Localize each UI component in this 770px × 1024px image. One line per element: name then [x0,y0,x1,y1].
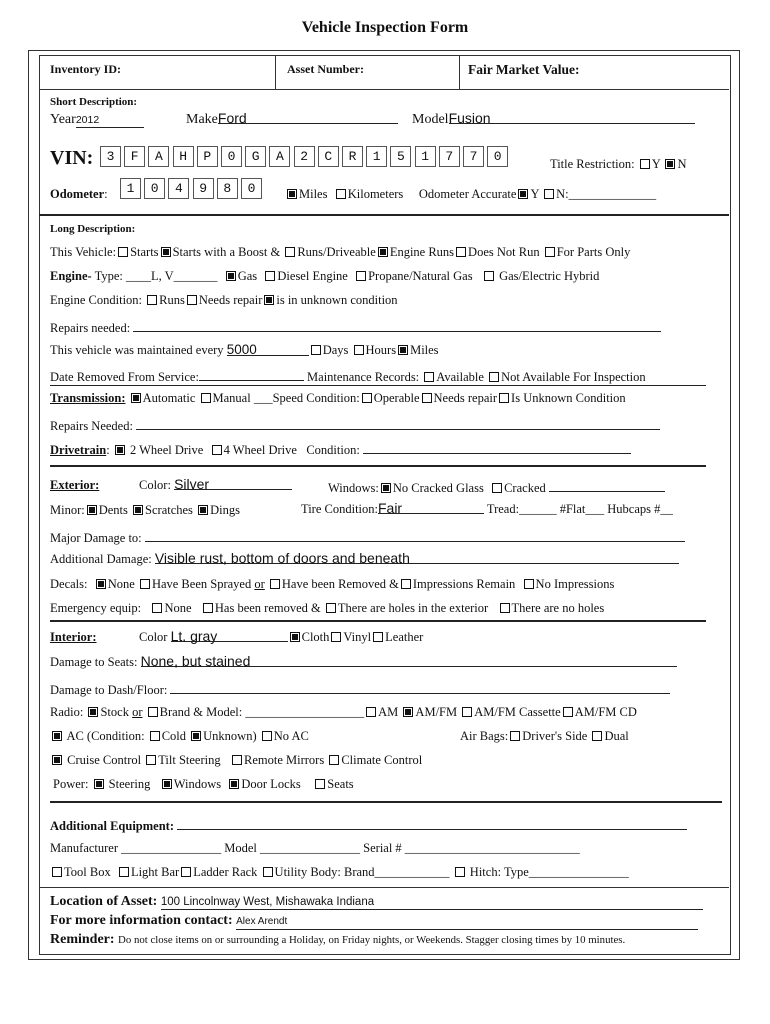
exterior-row [50,478,99,493]
section-divider-long-description [39,214,729,216]
no-impressions-label: No Impressions [535,577,615,591]
airbags-label: Air Bags: [460,729,509,743]
hitch-checkbox[interactable] [455,867,465,877]
vinyl-label: Vinyl [343,630,372,644]
major-damage-row [50,528,685,546]
leather-label: Leather [385,630,424,644]
em-none-checkbox[interactable] [152,603,162,613]
light-bar-label: Light Bar [130,865,180,879]
stock-label: Stock [100,705,129,719]
does-not-run-checkbox[interactable] [456,247,466,257]
radio-row [50,705,637,720]
transmission-row [50,391,626,406]
starts-boost-checkbox[interactable] [161,247,171,257]
power-windows-label: Windows [173,777,222,791]
date-removed-row [50,367,706,386]
reminder-row [50,932,625,948]
sprayed-checkbox[interactable] [140,579,150,589]
remote-mirrors-label: Remote Mirrors [244,753,325,767]
title-restriction-y-checkbox[interactable] [640,159,650,169]
fair-market-value-label: Fair Market Value: [468,62,580,77]
no-cracked-label: No Cracked Glass [392,481,484,495]
door-locks-checkbox[interactable] [229,779,239,789]
automatic-checkbox[interactable] [131,393,141,403]
scratches-checkbox[interactable] [133,505,143,515]
tilt-checkbox[interactable] [146,755,156,765]
starts-label: Starts [130,245,159,259]
section-divider-footer [39,887,729,888]
seats-damage-row [50,653,677,670]
dash-damage-row [50,680,670,698]
holes-label: There are holes in the exterior [337,601,489,615]
engine-type-text: Type: ____L, V_______ [91,269,218,283]
runs-driveable-label: Runs/Driveable [297,245,376,259]
seats-damage-label: Damage to Seats: [50,655,138,669]
speed-condition-label: ___Speed Condition: [253,391,360,405]
vin-char-box[interactable]: 7 [439,146,460,167]
dual-label: Dual [604,729,629,743]
drivetrain-label: Drivetrain [50,443,107,457]
trans-needs-repair-label: Needs repair [433,391,498,405]
dents-checkbox[interactable] [87,505,97,515]
cold-label: Cold [161,729,187,743]
location-value: 100 Lincolnway West, Mishawaka Indiana [161,896,703,910]
section-divider-exterior [50,465,706,467]
utility-body-checkbox[interactable] [263,867,273,877]
repairs-needed-input[interactable] [133,318,661,332]
needs-repair-label: Needs repair [198,293,263,307]
cracked-label: Cracked [504,481,546,495]
no-cracked-checkbox[interactable] [381,483,391,493]
additional-damage-value: Visible rust, bottom of doors and beneath [155,550,679,564]
odometer-label: Odometer: [50,187,108,201]
for-parts-checkbox[interactable] [545,247,555,257]
section-divider-equipment [50,801,722,803]
available-checkbox[interactable] [424,372,434,382]
title-restriction-n-label: N [677,157,687,171]
model-value: Fusion [449,110,695,124]
interior-color-field [139,628,423,645]
vin-char-box[interactable]: P [197,146,218,167]
contact-label: For more information contact: [50,913,233,928]
date-removed-input[interactable] [199,367,304,381]
two-wheel-label: 2 Wheel Drive [129,443,204,457]
major-damage-input[interactable] [145,528,685,542]
runs-checkbox[interactable] [147,295,157,305]
am-fm-checkbox[interactable] [403,707,413,717]
ac-checkbox[interactable] [52,731,62,741]
maintained-value: 5000 [227,342,309,356]
exterior-color-label: Color: [139,478,171,492]
inventory-id-label: Inventory ID: [50,62,121,76]
title-restriction [550,157,686,172]
dual-checkbox[interactable] [592,731,602,741]
power-row [53,777,354,792]
decals-none-label: None [107,577,135,591]
odometer-digit-box[interactable]: 0 [144,178,165,199]
operable-checkbox[interactable] [362,393,372,403]
location-label: Location of Asset: [50,894,158,909]
engine-type-label: Engine- [50,269,92,283]
drivetrain-condition-input[interactable] [363,440,631,454]
am-fm-cd-checkbox[interactable] [563,707,573,717]
cracked-checkbox[interactable] [492,483,502,493]
manual-label: Manual [212,391,251,405]
tilt-label: Tilt Steering [158,753,221,767]
model-label: Model [412,112,449,127]
drivers-side-label: Driver's Side [522,729,588,743]
brand-model-label: Brand & Model: ___________________ [159,705,365,719]
vin-char-box[interactable]: H [173,146,194,167]
sprayed-label: Have Been Sprayed [151,577,252,591]
no-holes-label: There are no holes [511,601,605,615]
make-value: Ford [218,110,398,124]
not-available-label: Not Available For Inspection [501,370,646,384]
vin-char-box[interactable]: C [318,146,339,167]
engine-type-row [50,269,599,284]
title-restriction-n-checkbox[interactable] [665,159,675,169]
interior-header [50,630,97,645]
header-col-divider-2 [459,55,460,89]
ladder-rack-checkbox[interactable] [181,867,191,877]
trans-unknown-checkbox[interactable] [499,393,509,403]
kilometers-checkbox[interactable] [336,189,346,199]
page-title: Vehicle Inspection Form [301,19,469,36]
no-holes-checkbox[interactable] [500,603,510,613]
diesel-checkbox[interactable] [265,271,275,281]
maint-miles-label: Miles [410,343,439,357]
four-wheel-checkbox[interactable] [212,445,222,455]
additional-damage-row [50,550,679,567]
tool-box-label: Tool Box [64,865,111,879]
minor-row [50,503,240,518]
cruise-checkbox[interactable] [52,755,62,765]
this-vehicle-label: This Vehicle: [50,245,117,259]
ac-row [50,729,309,744]
hitch-label: Hitch: Type________________ [469,865,629,879]
power-seats-checkbox[interactable] [315,779,325,789]
odometer-digit-box[interactable]: 0 [241,178,262,199]
propane-checkbox[interactable] [356,271,366,281]
four-wheel-label: 4 Wheel Drive [223,443,297,457]
steering-checkbox[interactable] [94,779,104,789]
year-field[interactable] [50,112,144,128]
dings-label: Dings [210,503,240,517]
windows-field [328,478,665,496]
light-bar-checkbox[interactable] [119,867,129,877]
needs-repair-checkbox[interactable] [187,295,197,305]
radio-label: Radio: [50,705,84,719]
ac-unknown-label: Unknown) [203,729,257,743]
steering-label: Steering [108,777,151,791]
maintenance-records-label: Maintenance Records: [307,370,420,384]
emergency-label: Emergency equip: [50,601,142,615]
equipment-options-row [50,865,629,880]
impressions-label: Impressions Remain [412,577,516,591]
scratches-label: Scratches [145,503,193,517]
cruise-label: Cruise Control [67,753,142,767]
dents-label: Dents [98,503,128,517]
two-wheel-checkbox[interactable] [115,445,125,455]
vin-char-box[interactable]: 1 [415,146,436,167]
brand-model-checkbox[interactable] [148,707,158,717]
cracked-input[interactable] [549,478,665,492]
cold-checkbox[interactable] [150,731,160,741]
em-removed-checkbox[interactable] [203,603,213,613]
days-label: Days [322,343,349,357]
am-label: AM [378,705,399,719]
reminder-text: Do not close items on or surrounding a Holiday, on Friday nights, or Weekends. Stagger closing times by 10 minutes. [118,934,626,946]
trans-needs-repair-checkbox[interactable] [422,393,432,403]
vin-char-box[interactable]: 7 [463,146,484,167]
maintained-label: This vehicle was maintained every [50,343,224,357]
vin-char-box[interactable]: 3 [100,146,121,167]
climate-checkbox[interactable] [329,755,339,765]
odometer-digit-box[interactable]: 1 [120,178,141,199]
emergency-row [50,601,604,616]
trans-repairs-row [50,416,660,434]
year-value: 2012 [76,114,144,128]
not-available-checkbox[interactable] [489,372,499,382]
additional-equipment-label: Additional Equipment: [50,819,174,833]
options-row [50,753,422,768]
engine-condition-label: Engine Condition: [50,293,143,307]
automatic-label: Automatic [142,391,196,405]
impressions-checkbox[interactable] [401,579,411,589]
odometer-accurate-y-checkbox[interactable] [518,189,528,199]
power-label: Power: [53,777,89,791]
additional-equipment-input[interactable] [177,816,687,830]
trans-repairs-label: Repairs Needed: [50,419,133,433]
vin-char-box[interactable]: 0 [487,146,508,167]
tire-condition-label: Tire Condition: [301,502,378,516]
vin-char-box[interactable]: 1 [366,146,387,167]
minor-label: Minor: [50,503,85,517]
am-fm-cd-label: AM/FM CD [574,705,637,719]
vin-char-box[interactable]: A [269,146,290,167]
gas-checkbox[interactable] [226,271,236,281]
ac-label: AC (Condition: [66,729,145,743]
em-none-label: None [164,601,192,615]
tread-label: Tread:______ #Flat___ Hubcaps #__ [486,502,673,516]
trans-unknown-label: Is Unknown Condition [511,391,626,405]
tire-condition-field[interactable] [301,500,673,517]
vin-char-box[interactable]: R [342,146,363,167]
make-label: Make [186,112,218,127]
remote-mirrors-checkbox[interactable] [232,755,242,765]
removed-label: Have been Removed & [281,577,399,591]
no-impressions-checkbox[interactable] [524,579,534,589]
unknown-condition-checkbox[interactable] [264,295,274,305]
short-description-label: Short Description: [50,96,138,108]
gas-label: Gas [237,269,258,283]
miles-label: Miles [299,187,328,201]
days-checkbox[interactable] [311,345,321,355]
odometer-units [285,187,656,202]
leather-checkbox[interactable] [373,632,383,642]
maint-miles-checkbox[interactable] [398,345,408,355]
cloth-checkbox[interactable] [290,632,300,642]
major-damage-label: Major Damage to: [50,531,142,545]
long-description-label: Long Description: [50,223,136,235]
am-fm-cassette-label: AM/FM Cassette [474,705,561,719]
additional-damage-label: Additional Damage: [50,552,152,566]
repairs-needed-label: Repairs needed: [50,321,131,335]
odometer-digit-box[interactable]: 4 [168,178,189,199]
manufacturer-row: Manufacturer ________________ Model ________________ Serial # ____________________________ [50,841,580,855]
em-removed-label: Has been removed & [214,601,321,615]
title-restriction-y-label: Y [651,157,661,171]
hybrid-label: Gas/Electric Hybrid [499,269,600,283]
manual-checkbox[interactable] [201,393,211,403]
exterior-color-value: Silver [174,476,292,490]
drivetrain-row: Drivetrain: 2 Wheel Drive 4 Wheel Drive Condition: [50,440,631,458]
decals-or: or [254,577,265,591]
vinyl-checkbox[interactable] [331,632,341,642]
propane-label: Propane/Natural Gas [368,269,473,283]
operable-label: Operable [373,391,420,405]
climate-label: Climate Control [341,753,423,767]
tire-condition-value: Fair [378,500,484,514]
title-restriction-label: Title Restriction: [550,157,635,171]
date-removed-label: Date Removed From Service: [50,370,199,384]
make-field[interactable] [186,110,398,128]
header-col-divider-1 [275,55,276,89]
no-ac-checkbox[interactable] [262,731,272,741]
does-not-run-label: Does Not Run [468,245,540,259]
drivetrain-condition-label: Condition: [306,443,360,457]
available-label: Available [436,370,484,384]
vin-char-box[interactable]: 5 [390,146,411,167]
vin-char-box[interactable]: G [245,146,266,167]
cloth-label: Cloth [301,630,330,644]
contact-row [50,913,698,930]
transmission-label: Transmission: [50,391,126,405]
decals-none-checkbox[interactable] [96,579,106,589]
hours-checkbox[interactable] [354,345,364,355]
no-ac-label: No AC [273,729,309,743]
odometer-accurate-y-label: Y [530,187,540,201]
model-field[interactable] [412,110,695,128]
maintained-row [50,342,439,358]
drivers-side-checkbox[interactable] [510,731,520,741]
vin-char-box[interactable]: F [124,146,145,167]
dash-damage-input[interactable] [170,680,670,694]
tool-box-checkbox[interactable] [52,867,62,877]
odometer-accurate-n-checkbox[interactable] [544,189,554,199]
header-divider [39,89,729,90]
dash-damage-label: Damage to Dash/Floor: [50,683,168,697]
hybrid-checkbox[interactable] [484,271,494,281]
decals-label: Decals: [50,577,88,591]
am-fm-cassette-checkbox[interactable] [462,707,472,717]
odometer-digit-box[interactable]: 9 [193,178,214,199]
holes-checkbox[interactable] [326,603,336,613]
runs-driveable-checkbox[interactable] [285,247,295,257]
exterior-color-field[interactable] [139,476,292,493]
vin-char-box[interactable]: 0 [221,146,242,167]
starts-checkbox[interactable] [118,247,128,257]
ladder-rack-label: Ladder Rack [193,865,258,879]
contact-value: Alex Arendt [236,916,698,930]
diesel-label: Diesel Engine [277,269,348,283]
utility-body-label: Utility Body: Brand____________ [274,865,450,879]
vin-char-box[interactable]: 2 [294,146,315,167]
trans-repairs-input[interactable] [136,416,660,430]
am-fm-label: AM/FM [415,705,458,719]
runs-label: Runs [159,293,185,307]
ac-unknown-checkbox[interactable] [191,731,201,741]
airbags-field [460,729,629,744]
kilometers-label: Kilometers [347,187,404,201]
interior-color-value: Lt. gray [171,628,288,642]
for-parts-label: For Parts Only [556,245,631,259]
odometer-accurate-n-label: N:______________ [556,187,657,201]
repairs-needed-row [50,318,661,336]
section-divider-interior [50,620,706,622]
odometer-accurate-label: Odometer Accurate [418,187,517,201]
engine-runs-checkbox[interactable] [378,247,388,257]
power-windows-checkbox[interactable] [162,779,172,789]
engine-runs-label: Engine Runs [389,245,455,259]
reminder-label: Reminder: [50,932,115,947]
removed-checkbox[interactable] [270,579,280,589]
odometer-digit-box[interactable]: 8 [217,178,238,199]
power-seats-label: Seats [327,777,354,791]
hours-label: Hours [365,343,397,357]
radio-or: or [132,705,143,719]
this-vehicle-row [50,245,630,260]
interior-color-label: Color [139,630,168,644]
door-locks-label: Door Locks [241,777,301,791]
windows-label: Windows: [328,481,379,495]
vin-char-box[interactable]: A [148,146,169,167]
am-checkbox[interactable] [366,707,376,717]
decals-row [50,577,614,592]
stock-checkbox[interactable] [88,707,98,717]
year-label: Year [50,112,76,127]
engine-condition-row [50,293,398,308]
miles-checkbox[interactable] [287,189,297,199]
exterior-label: Exterior: [50,478,100,492]
starts-boost-label: Starts with a Boost & [172,245,281,259]
unknown-condition-label: is in unknown condition [276,293,398,307]
seats-damage-value: None, but stained [141,653,677,667]
asset-number-label: Asset Number: [287,62,364,76]
vin-label: VIN: [50,147,94,169]
interior-label: Interior: [50,630,97,644]
dings-checkbox[interactable] [198,505,208,515]
equipment-header-row [50,816,687,834]
location-row [50,894,703,910]
